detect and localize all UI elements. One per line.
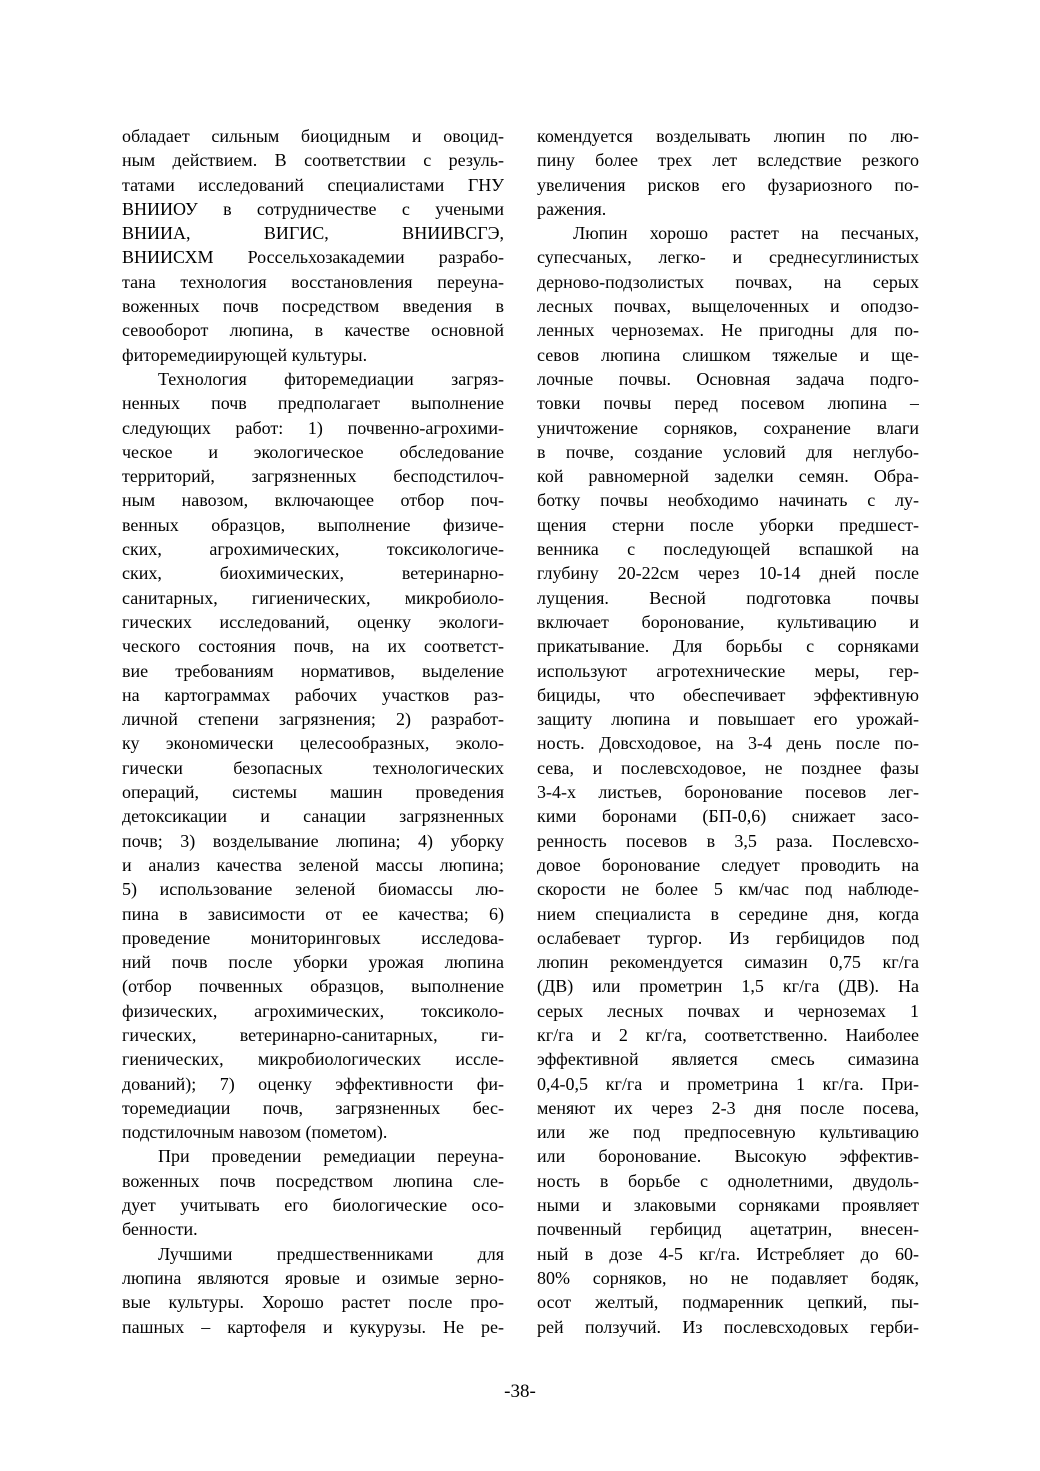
text-line: сева, и послевсходовое, не позднее фазы — [537, 757, 919, 778]
text-line: меняют их через 2-3 дня после посева, — [537, 1097, 919, 1118]
text-line: торемедиации почв, загрязненных бес- — [122, 1097, 504, 1118]
text-line: эффективной является смесь симазина — [537, 1049, 919, 1070]
text-line: или боронование. Высокую эффектив- — [537, 1146, 919, 1167]
text-line: в почве, создание условий для неглубо- — [537, 441, 919, 462]
text-line: севов люпина слишком тяжелые и ще- — [537, 344, 919, 365]
text-line: дований); 7) оценку эффективности фи- — [122, 1073, 504, 1094]
text-line: проведение мониторинговых исследова- — [122, 927, 504, 948]
text-line: ВНИИОУ в сотрудничестве с учеными — [122, 198, 504, 219]
text-line: лочные почвы. Основная задача подго- — [537, 368, 919, 389]
text-line: ку экономически целесообразных, эколо- — [122, 733, 504, 754]
text-line: ность в борьбе с однолетними, двудоль- — [537, 1170, 919, 1191]
text-line: или же под предпосевную культивацию — [537, 1122, 919, 1143]
text-line: на картограммах рабочих участков раз- — [122, 684, 504, 705]
text-line: скорости не более 5 км/час под наблюде- — [537, 879, 919, 900]
text-line: воженных почв посредством введения в — [122, 296, 504, 317]
text-line: кг/га и 2 кг/га, соответственно. Наиболее — [537, 1024, 919, 1045]
text-line: ослабевает тургор. Из гербицидов под — [537, 927, 919, 948]
text-line: следующих работ: 1) почвенно-агрохими- — [122, 417, 504, 438]
text-line: венника с последующей вспашкой на — [537, 539, 919, 560]
text-line: ний почв после уборки урожая люпина — [122, 952, 504, 973]
text-line: гиенических, микробиологических иссле- — [122, 1049, 504, 1070]
text-line: пину более трех лет вследствие резкого — [537, 150, 919, 171]
text-line: вие требованиям нормативов, выделение — [122, 660, 504, 681]
paragraph-first-line: Люпин хорошо растет на песчаных, — [573, 223, 919, 244]
text-line: бенности. — [122, 1219, 198, 1240]
text-line: воженных почв посредством люпина сле- — [122, 1170, 504, 1191]
text-line: тана технология восстановления переуна- — [122, 271, 504, 292]
text-line: детоксикации и санации загрязненных — [122, 806, 504, 827]
text-line: лесных почвах, выщелоченных и оподзо- — [537, 296, 919, 317]
text-line: защиту люпина и повышает его урожай- — [537, 709, 919, 730]
text-line: фиторемедиирующей культуры. — [122, 344, 368, 365]
text-line: включает боронование, культивацию и — [537, 611, 919, 632]
text-line: супесчаных, легко- и среднесуглинистых — [537, 247, 919, 268]
text-line: нием специалиста в середине дня, когда — [537, 903, 919, 924]
text-line: (отбор почвенных образцов, выполнение — [122, 976, 504, 997]
text-line: уничтожение сорняков, сохранение влаги — [537, 417, 919, 438]
text-line: дует учитывать его биологические осо- — [122, 1195, 504, 1216]
text-line: 3-4-х листьев, боронование посевов лег- — [537, 782, 919, 803]
left-text-column — [122, 124, 504, 1339]
text-line: венных образцов, выполнение физиче- — [122, 514, 504, 535]
text-line: ВНИИА, ВИГИС, ВНИИВСГЭ, — [122, 223, 504, 244]
text-line: гически безопасных технологических — [122, 757, 504, 778]
text-line: осот желтый, подмаренник цепкий, пы- — [537, 1292, 919, 1313]
text-line: почв; 3) возделывание люпина; 4) уборку — [122, 830, 504, 851]
text-line: кой равномерной заделки семян. Обра- — [537, 466, 919, 487]
text-line: увеличения рисков его фузариозного по- — [537, 174, 919, 195]
page-number: -38- — [504, 1381, 536, 1402]
text-line: ненных почв предполагает выполнение — [122, 393, 504, 414]
text-line: комендуется возделывать люпин по лю- — [537, 126, 919, 146]
text-line: обладает сильным биоцидным и овоцид- — [122, 126, 504, 146]
text-line: пина в зависимости от ее качества; 6) — [122, 903, 504, 924]
paragraph-first-line: Технология фиторемедиации загряз- — [158, 368, 504, 389]
text-line: физических, агрохимических, токсиколо- — [122, 1000, 504, 1021]
text-line: ских, агрохимических, токсикологиче- — [122, 539, 504, 560]
text-line: ческое и экологическое обследование — [122, 441, 504, 462]
text-line: лущения. Весной подготовка почвы — [537, 587, 919, 608]
text-line: серых лесных почвах и черноземах 1 — [537, 1000, 919, 1021]
text-line: почвенный гербицид ацетатрин, внесен- — [537, 1219, 919, 1240]
right-text-column — [537, 124, 919, 1339]
text-line: и анализ качества зеленой массы люпина; — [122, 854, 504, 875]
text-line: ными и злаковыми сорняками проявляет — [537, 1195, 919, 1216]
text-line: 80% сорняков, но не подавляет бодяк, — [537, 1267, 919, 1288]
text-line: санитарных, гигиенических, микробиоло- — [122, 587, 504, 608]
paragraph-first-line: При проведении ремедиации переуна- — [158, 1146, 504, 1167]
text-line: дерново-подзолистых почвах, на серых — [537, 271, 919, 292]
text-line: люпин рекомендуется симазин 0,75 кг/га — [537, 952, 919, 973]
text-line: ВНИИСХМ Россельхозакадемии разрабо- — [122, 247, 504, 268]
text-line: прикатывание. Для борьбы с сорняками — [537, 636, 919, 657]
text-line: довое боронование следует проводить на — [537, 854, 919, 875]
text-line: люпина являются яровые и озимые зерно- — [122, 1267, 504, 1288]
text-line: товки почвы перед посевом люпина – — [537, 393, 919, 414]
text-line: севооборот люпина, в качестве основной — [122, 320, 504, 341]
text-line: операций, системы машин проведения — [122, 782, 504, 803]
text-line: подстилочным навозом (пометом). — [122, 1122, 388, 1143]
paragraph-first-line: Лучшими предшественниками для — [158, 1243, 504, 1264]
text-line: кими боронами (БП-0,6) снижает засо- — [537, 806, 919, 827]
text-line: 5) использование зеленой биомассы лю- — [122, 879, 504, 900]
text-line: ность. Довсходовое, на 3-4 день после по- — [537, 733, 919, 754]
text-line: ным действием. В соответствии с резуль- — [122, 150, 504, 171]
text-line: вые культуры. Хорошо растет после про- — [122, 1292, 504, 1313]
text-line: глубину 20-22см через 10-14 дней после — [537, 563, 919, 584]
text-line: рей ползучий. Из послевсходовых герби- — [537, 1316, 919, 1337]
text-line: ренность посевов в 3,5 раза. Послевсхо- — [537, 830, 919, 851]
text-line: ческого состояния почв, на их соответст- — [122, 636, 504, 657]
text-line: ских, биохимических, ветеринарно- — [122, 563, 504, 584]
text-line: гических исследований, оценку экологи- — [122, 611, 504, 632]
text-line: гических, ветеринарно-санитарных, ги- — [122, 1024, 504, 1045]
text-line: татами исследований специалистами ГНУ — [122, 174, 504, 195]
text-line: ботку почвы необходимо начинать с лу- — [537, 490, 919, 511]
text-line: территорий, загрязненных бесподстилоч- — [122, 466, 504, 487]
text-line: ражения. — [537, 198, 607, 219]
text-line: щения стерни после уборки предшест- — [537, 514, 919, 535]
text-line: бициды, что обеспечивает эффективную — [537, 684, 919, 705]
text-line: используют агротехнические меры, гер- — [537, 660, 919, 681]
text-line: пашных – картофеля и кукурузы. Не ре- — [122, 1316, 504, 1337]
text-line: ный в дозе 4-5 кг/га. Истребляет до 60- — [537, 1243, 919, 1264]
text-line: личной степени загрязнения; 2) разработ- — [122, 709, 504, 730]
text-line: ным навозом, включающее отбор поч- — [122, 490, 504, 511]
text-line: 0,4-0,5 кг/га и прометрина 1 кг/га. При- — [537, 1073, 919, 1094]
text-line: ленных черноземах. Не пригодны для по- — [537, 320, 919, 341]
text-line: (ДВ) или прометрин 1,5 кг/га (ДВ). На — [537, 976, 919, 997]
